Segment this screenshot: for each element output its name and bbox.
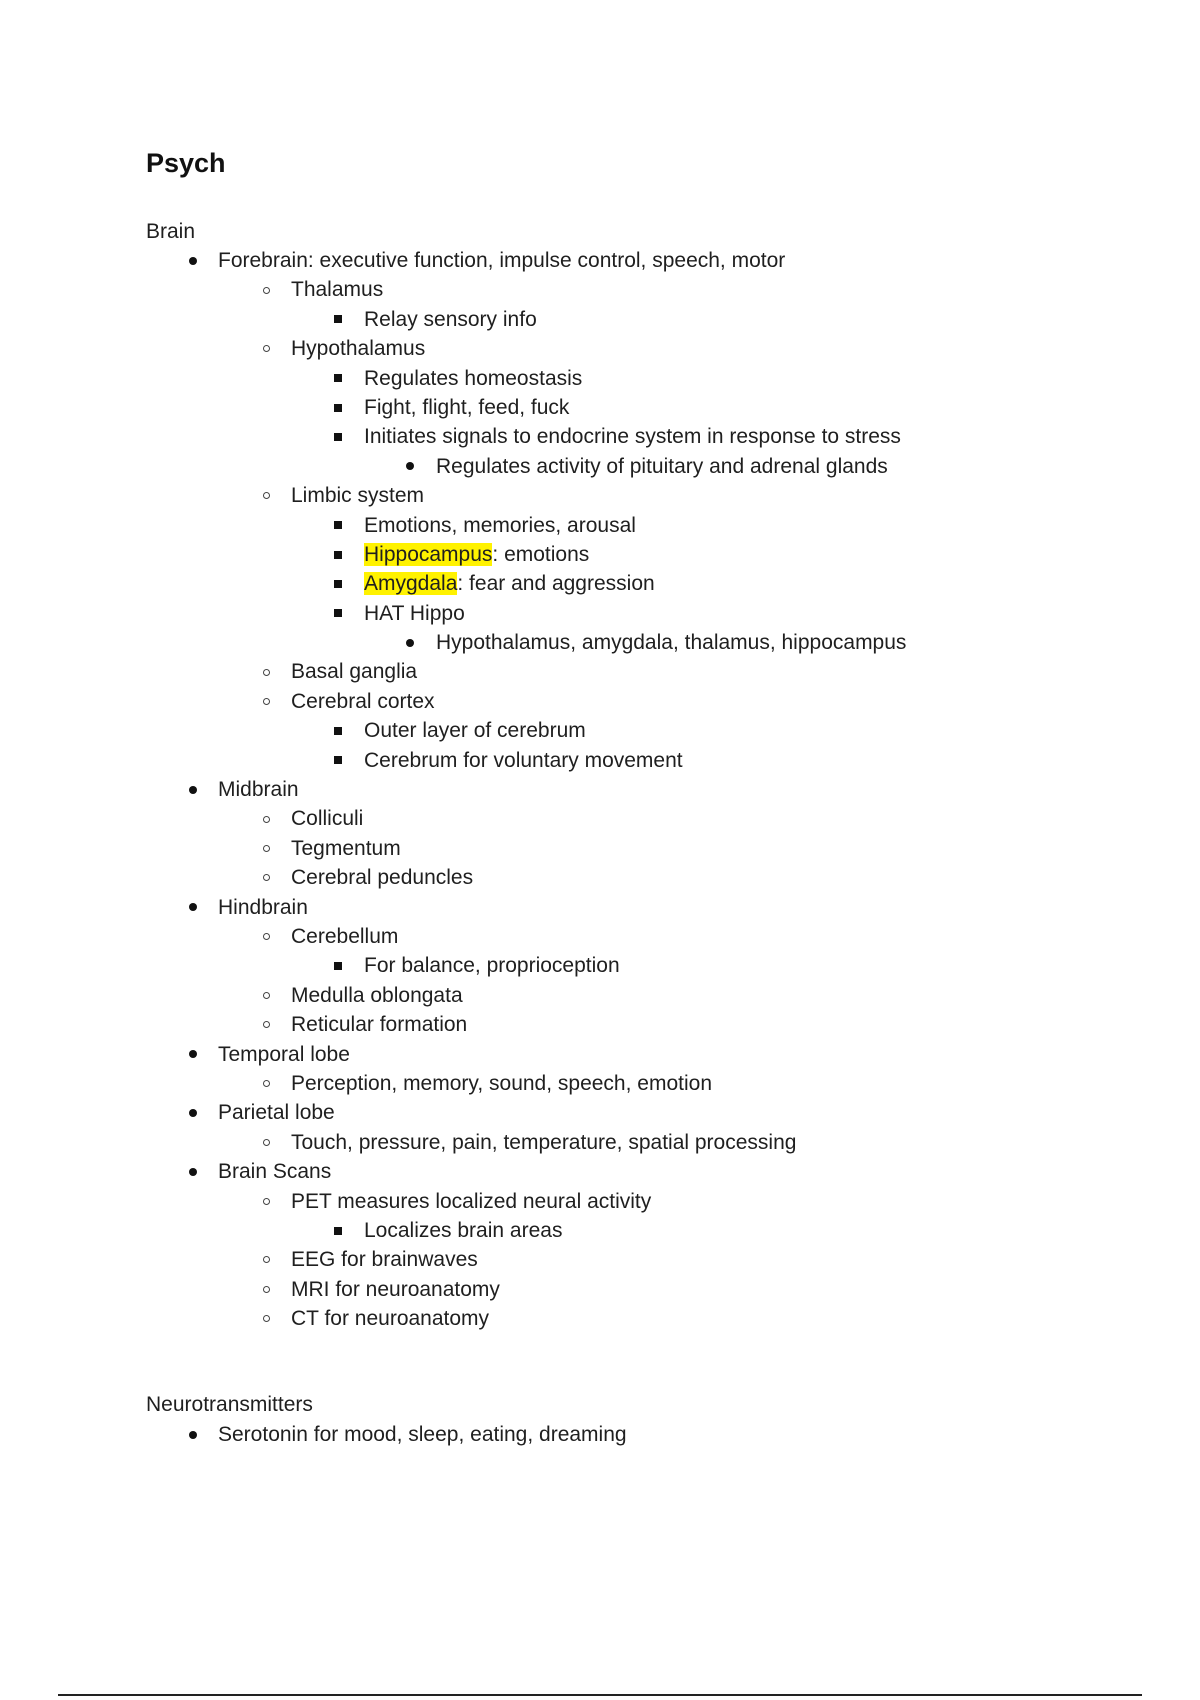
- list-item: [146, 1157, 1046, 1186]
- list-item-text: Hindbrain: [218, 895, 308, 919]
- circle-bullet-icon: [256, 334, 276, 363]
- disc-bullet-icon: [400, 628, 420, 657]
- list-item: [146, 834, 1046, 863]
- list-item: [146, 746, 1046, 775]
- list-item: [146, 1420, 1046, 1449]
- square-bullet-icon: [328, 1216, 348, 1245]
- list-item: [146, 511, 1046, 540]
- list-item-text: : emotions: [492, 542, 590, 566]
- list-item: [146, 716, 1046, 745]
- list-item-text: Medulla oblongata: [291, 983, 463, 1007]
- circle-bullet-icon: [256, 657, 276, 686]
- list-item-text: EEG for brainwaves: [291, 1248, 478, 1272]
- list-item: [146, 1128, 1046, 1157]
- list-item-text: MRI for neuroanatomy: [291, 1277, 500, 1301]
- disc-bullet-icon: [183, 893, 203, 922]
- square-bullet-icon: [328, 540, 348, 569]
- list-item: [146, 1069, 1046, 1098]
- list-item-text: Initiates signals to endocrine system in response to stress: [364, 425, 901, 449]
- list-item: [146, 275, 1046, 304]
- square-bullet-icon: [328, 746, 348, 775]
- list-item: [146, 334, 1046, 363]
- circle-bullet-icon: [256, 863, 276, 892]
- circle-bullet-icon: [256, 1010, 276, 1039]
- list-item-text: Hypothalamus: [291, 337, 426, 361]
- disc-bullet-icon: [183, 1098, 203, 1127]
- circle-bullet-icon: [256, 275, 276, 304]
- section-heading-brain: Brain: [146, 220, 196, 243]
- square-bullet-icon: [328, 305, 348, 334]
- list-item-text: Thalamus: [291, 278, 384, 302]
- list-item-text: Limbic system: [291, 484, 425, 508]
- circle-bullet-icon: [256, 804, 276, 833]
- list-item-text: CT for neuroanatomy: [291, 1307, 490, 1331]
- list-item-text: Parietal lobe: [218, 1101, 335, 1125]
- disc-bullet-icon: [400, 452, 420, 481]
- circle-bullet-icon: [256, 1245, 276, 1274]
- list-item-text: Cerebellum: [291, 924, 399, 948]
- list-item: [146, 863, 1046, 892]
- page-bottom-rule: [58, 1694, 1142, 1696]
- list-item: [146, 305, 1046, 334]
- circle-bullet-icon: [256, 687, 276, 716]
- list-item-text: Fight, flight, feed, fuck: [364, 395, 570, 419]
- disc-bullet-icon: [183, 1420, 203, 1449]
- list-item-text: Regulates activity of pituitary and adrenal glands: [436, 454, 888, 478]
- list-item-text: For balance, proprioception: [364, 954, 620, 978]
- list-item: [146, 1098, 1046, 1127]
- square-bullet-icon: [328, 569, 348, 598]
- list-item: [146, 422, 1046, 451]
- list-item-text: Cerebrum for voluntary movement: [364, 748, 683, 772]
- square-bullet-icon: [328, 951, 348, 980]
- circle-bullet-icon: [256, 1187, 276, 1216]
- circle-bullet-icon: [256, 834, 276, 863]
- list-item: [146, 1187, 1046, 1216]
- list-item: [146, 1040, 1046, 1069]
- list-item: [146, 893, 1046, 922]
- list-item: [146, 364, 1046, 393]
- list-item: [146, 775, 1046, 804]
- list-item-text: Tegmentum: [291, 836, 401, 860]
- list-item-text: Reticular formation: [291, 1013, 468, 1037]
- highlighted-term: Hippocampus: [364, 542, 493, 566]
- square-bullet-icon: [328, 599, 348, 628]
- list-item-text: Localizes brain areas: [364, 1218, 563, 1242]
- list-item: [146, 687, 1046, 716]
- list-item-text: Outer layer of cerebrum: [364, 719, 586, 743]
- outline-list-brain: [146, 246, 1046, 1333]
- list-item-text: Hypothalamus, amygdala, thalamus, hippocampus: [436, 631, 907, 655]
- section-heading-neurotransmitters: Neurotransmitters: [146, 1393, 313, 1416]
- list-item-text: Colliculi: [291, 807, 364, 831]
- highlighted-term: Amygdala: [364, 572, 458, 596]
- circle-bullet-icon: [256, 981, 276, 1010]
- list-item-text: Brain Scans: [218, 1160, 332, 1184]
- list-item: [146, 981, 1046, 1010]
- disc-bullet-icon: [183, 246, 203, 275]
- disc-bullet-icon: [183, 1157, 203, 1186]
- list-item-text: Regulates homeostasis: [364, 366, 583, 390]
- list-item-text: PET measures localized neural activity: [291, 1189, 652, 1213]
- list-item: [146, 657, 1046, 686]
- circle-bullet-icon: [256, 1275, 276, 1304]
- list-item: [146, 628, 1046, 657]
- list-item: [146, 246, 1046, 275]
- list-item-text: Perception, memory, sound, speech, emotion: [291, 1071, 712, 1095]
- list-item-text: Serotonin for mood, sleep, eating, dreaming: [218, 1423, 627, 1446]
- square-bullet-icon: [328, 511, 348, 540]
- list-item-text: Forebrain: executive function, impulse control, speech, motor: [218, 249, 786, 272]
- list-item: [146, 1245, 1046, 1274]
- list-item-text: Basal ganglia: [291, 660, 418, 684]
- list-item-text: Relay sensory info: [364, 307, 537, 331]
- list-item: [146, 1216, 1046, 1245]
- list-item: [146, 599, 1046, 628]
- square-bullet-icon: [328, 364, 348, 393]
- square-bullet-icon: [328, 393, 348, 422]
- square-bullet-icon: [328, 716, 348, 745]
- circle-bullet-icon: [256, 922, 276, 951]
- list-item: [146, 951, 1046, 980]
- list-item: [146, 1010, 1046, 1039]
- list-item: [146, 922, 1046, 951]
- list-item: [146, 452, 1046, 481]
- list-item: [146, 1275, 1046, 1304]
- disc-bullet-icon: [183, 1040, 203, 1069]
- list-item: [146, 569, 1046, 598]
- list-item: [146, 481, 1046, 510]
- list-item-text: : fear and aggression: [457, 572, 655, 596]
- circle-bullet-icon: [256, 1304, 276, 1333]
- list-item: [146, 1304, 1046, 1333]
- list-item: [146, 540, 1046, 569]
- list-item-text: Touch, pressure, pain, temperature, spatial processing: [291, 1130, 797, 1154]
- list-item-text: HAT Hippo: [364, 601, 465, 625]
- circle-bullet-icon: [256, 1069, 276, 1098]
- list-item-text: Cerebral cortex: [291, 689, 435, 713]
- list-item-text: Temporal lobe: [218, 1042, 350, 1066]
- document-title: Psych: [146, 148, 226, 178]
- disc-bullet-icon: [183, 775, 203, 804]
- list-item: [146, 393, 1046, 422]
- circle-bullet-icon: [256, 1128, 276, 1157]
- circle-bullet-icon: [256, 481, 276, 510]
- outline-list-neurotransmitters: [146, 1420, 1046, 1449]
- list-item: [146, 804, 1046, 833]
- list-item-text: Midbrain: [218, 778, 299, 802]
- list-item-text: Emotions, memories, arousal: [364, 513, 636, 537]
- square-bullet-icon: [328, 422, 348, 451]
- list-item-text: Cerebral peduncles: [291, 866, 474, 890]
